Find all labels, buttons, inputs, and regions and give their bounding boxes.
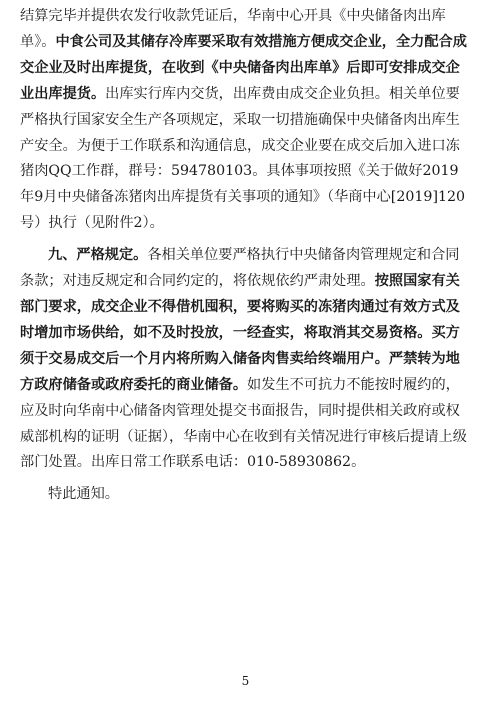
closing-notice: 特此通知。 (48, 486, 119, 503)
paragraph-closing (20, 482, 471, 508)
paragraph-strict-rules (20, 243, 471, 476)
section-heading-nine: 九、严格规定。 (48, 247, 148, 264)
force-majeure-text: 如发生不可抗力不能按时履约的，应及时向华南中心储备肉管理处提交书面报告，同时提供相关政府或权威部机构的证明（证据），华南中心在收到有关情况进行审核后提请上级部门处置。出库日常工作联系电话：010-58930862。 (20, 376, 467, 471)
delivery-details-text: 出库实行库内交货，出库费由成交企业负担。相关单位要严格执行国家安全生产各项规定，采取一切措施确保中央储备肉出库生产安全。为便于工作联系和沟通信息，成交企业要在成交后加入进口冻猪肉QQ工作群，群号：594780103。具体事项按照《关于做好2019年9月中央储备冻猪肉出库提货有关事项的通知》（华商中心[2019]120号）执行（见附件2）。 (20, 85, 466, 232)
paragraph-settlement (20, 4, 471, 237)
body-text (20, 4, 471, 508)
delivery-requirement-bold: 中食公司及其储存冷库要采取有效措施方便成交企业，全力配合成交企业及时出库提货，在收到《中央储备肉出库单》后即可安排成交企业出库提货。 (20, 33, 467, 102)
settlement-text: 结算完毕并提供农发行收款凭证后，华南中心开具《中央储备肉出库单》。 (20, 8, 446, 50)
page-number: 5 (241, 674, 250, 688)
no-hoarding-requirement-bold: 按照国家有关部门要求，成交企业不得借机囤积，要将购买的冻猪肉通过有效方式及时增加市场供给，如不及时投放，一经查实，将取消其交易资格。买方须于交易成交后一个月内将所购入储备肉售卖给终端用户。严禁转为地方政府储备或政府委托的商业储备。 (20, 273, 460, 393)
rules-text: 各相关单位要严格执行中央储备肉管理规定和合同条款；对违反规定和合同约定的，将依规依约严肃处理。 (20, 247, 460, 290)
